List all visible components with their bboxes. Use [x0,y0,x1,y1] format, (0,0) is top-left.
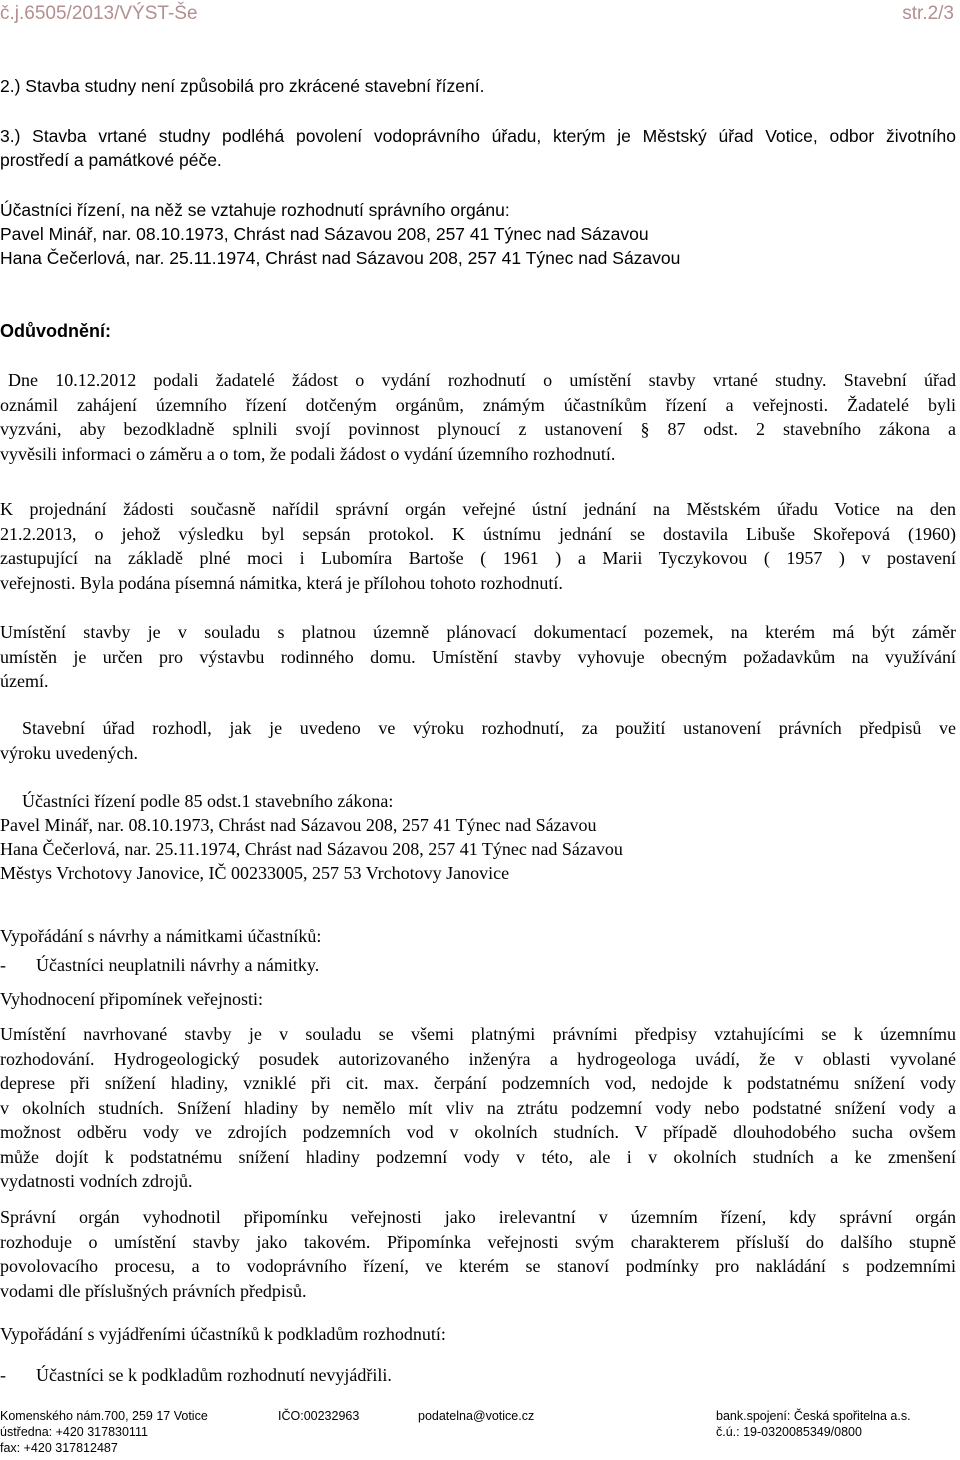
paragraph-line: vydatnosti vodních zdrojů. [0,1171,193,1191]
objections-item: - Účastníci neuplatnili návrhy a námitky. [0,955,320,975]
statements-item: - Účastníci se k podkladům rozhodnutí nevyjádřili. [0,1365,392,1385]
paragraph-line: vyvěsili informaci o záměru a o tom, že podali žádost o vydání územního rozhodnutí. [0,443,616,464]
statements-heading: Vypořádání s vyjádřeními účastníků k podkladům rozhodnutí: [0,1324,446,1344]
statements-item-text: Účastníci se k podkladům rozhodnutí nevyjádřili. [36,1365,392,1385]
participants-heading: Účastníci řízení, na něž se vztahuje rozhodnutí správního orgánu: [0,200,510,220]
item-3-line-2: prostředí a památkové péče. [0,150,222,170]
page-number: str.2/3 [902,3,954,24]
paragraph-line: 21.2.2013, o jehož výsledku byl sepsán protokol. K ústnímu jednání se dostavila Libuše Skořepová (1960) [0,523,956,544]
public-comments-paragraph-2 [0,1205,956,1303]
paragraph-line: vodami dle příslušných právních předpisů. [0,1280,307,1301]
participant-85-3: Městys Vrchotovy Janovice, IČ 00233005, 257 53 Vrchotovy Janovice [0,863,510,883]
item-3-line-1: 3.) Stavba vrtané studny podléhá povolení vodoprávního úřadu, kterým je Městský úřad Votice, odbor životního [0,126,956,146]
participant-85-2: Hana Čečerlová, nar. 25.11.1974, Chrást nad Sázavou 208, 257 41 Týnec nad Sázavou [0,839,623,859]
footer-email: podatelna@votice.cz [418,1409,535,1423]
paragraph-line: v okolních studních. Snížení hladiny by nemělo mít vliv na ztrátu podzemní vody nebo podstatné snížení vody a [0,1097,956,1118]
participant-2: Hana Čečerlová, nar. 25.11.1974, Chrást nad Sázavou 208, 257 41 Týnec nad Sázavou [0,248,681,268]
paragraph-line: Dne 10.12.2012 podali žadatelé žádost o vydání rozhodnutí o umístění stavby vrtané studny. Stavební úřad [8,370,956,390]
public-comments-heading: Vyhodnocení připomínek veřejnosti: [0,989,263,1009]
paragraph-line: možnost odběru vody ve zdrojích podzemních vod v okolních studních. V případě dlouhodobého sucha ovšem [0,1122,956,1142]
paragraph-line: Umístění navrhované stavby je v souladu se všemi platnými právními předpisy vztahujícími se k územnímu [0,1024,956,1044]
paragraph-line: rozhoduje o umístění stavby jako takovém. Připomínka veřejnosti svým charakterem přísluší do dalšího stupně [0,1231,956,1252]
paragraph-line: vyzváni, aby bezodkladně splnili svojí povinnost plynoucí z ustanovení § 87 odst. 2 stavebního zákona a [0,419,956,439]
reasoning-paragraph-1 [0,368,956,466]
paragraph-line: veřejnosti. Byla podána písemná námitka, která je přílohou tohoto rozhodnutí. [0,572,563,593]
participant-85-1: Pavel Minář, nar. 08.10.1973, Chrást nad Sázavou 208, 257 41 Týnec nad Sázavou [0,815,597,835]
objections-item-text: Účastníci neuplatnili návrhy a námitky. [36,955,320,975]
footer-address: Komenského nám.700, 259 17 Votice [0,1409,208,1423]
paragraph-line: deprese při snížení hladiny, vzniklé při cit. max. čerpání podzemních vod, nedojde k podstatnému snížení vody [0,1073,956,1093]
reasoning-paragraph-2 [0,497,956,595]
item-2: 2.) Stavba studny není způsobilá pro zkrácené stavební řízení. [0,76,485,96]
footer-phone: ústředna: +420 317830111 [0,1425,148,1439]
paragraph-line: povolovacího procesu, a to vodoprávního řízení, ve kterém se stanoví podmínky pro nakládání s podzemními [0,1256,956,1276]
public-comments-paragraph-1 [0,1022,956,1194]
paragraph-line: Stavební úřad rozhodl, jak je uvedeno ve výroku rozhodnutí, za použití ustanovení právních předpisů ve [22,718,956,738]
footer-account: č.ú.: 19-0320085349/0800 [716,1425,862,1439]
paragraph-line: území. [0,671,49,691]
paragraph-line: K projednání žádosti současně nařídil správní orgán veřejné ústní jednání na Městském úřadu Votice na den [0,499,956,519]
paragraph-line: Umístění stavby je v souladu s platnou územně plánovací dokumentací pozemek, na kterém má být záměr [0,622,956,642]
footer-ico: IČO:00232963 [278,1409,360,1423]
objections-heading: Vypořádání s návrhy a námitkami účastníků: [0,926,322,946]
participants-85-heading: Účastníci řízení podle 85 odst.1 stavebního zákona: [22,791,394,811]
paragraph-line: umístěn je určen pro výstavbu rodinného domu. Umístění stavby vyhovuje obecným požadavkům na využívání [0,646,956,667]
paragraph-line: výroku uvedených. [0,742,138,763]
reasoning-heading: Odůvodnění: [0,321,111,341]
reasoning-paragraph-3 [0,620,956,694]
paragraph-line: rozhodování. Hydrogeologický posudek autorizovaného inženýra a hydrogeologa uvádí, že v oblasti vyvolané [0,1048,956,1069]
participant-1: Pavel Minář, nar. 08.10.1973, Chrást nad Sázavou 208, 257 41 Týnec nad Sázavou [0,224,649,244]
paragraph-line: Správní orgán vyhodnotil připomínku veřejnosti jako irelevantní v územním řízení, kdy správní orgán [0,1207,956,1227]
document-reference: č.j.6505/2013/VÝST-Še [0,3,198,24]
paragraph-line: oznámil zahájení územního řízení dotčeným orgánům, známým účastníkům řízení a veřejnosti. Žadatelé byli [0,394,956,415]
footer-fax: fax: +420 317812487 [0,1441,118,1455]
footer-bank: bank.spojení: Česká spořitelna a.s. [716,1409,911,1423]
reasoning-paragraph-4 [0,716,956,765]
paragraph-line: může dojít k podstatnému snížení hladiny podzemní vody v této, ale i v okolních studních a ke zmenšení [0,1146,956,1167]
paragraph-line: zastupující na základě plné moci i Lubomíra Bartoše ( 1961 ) a Marii Tyczykovou ( 1957 ) v postavení [0,548,956,568]
